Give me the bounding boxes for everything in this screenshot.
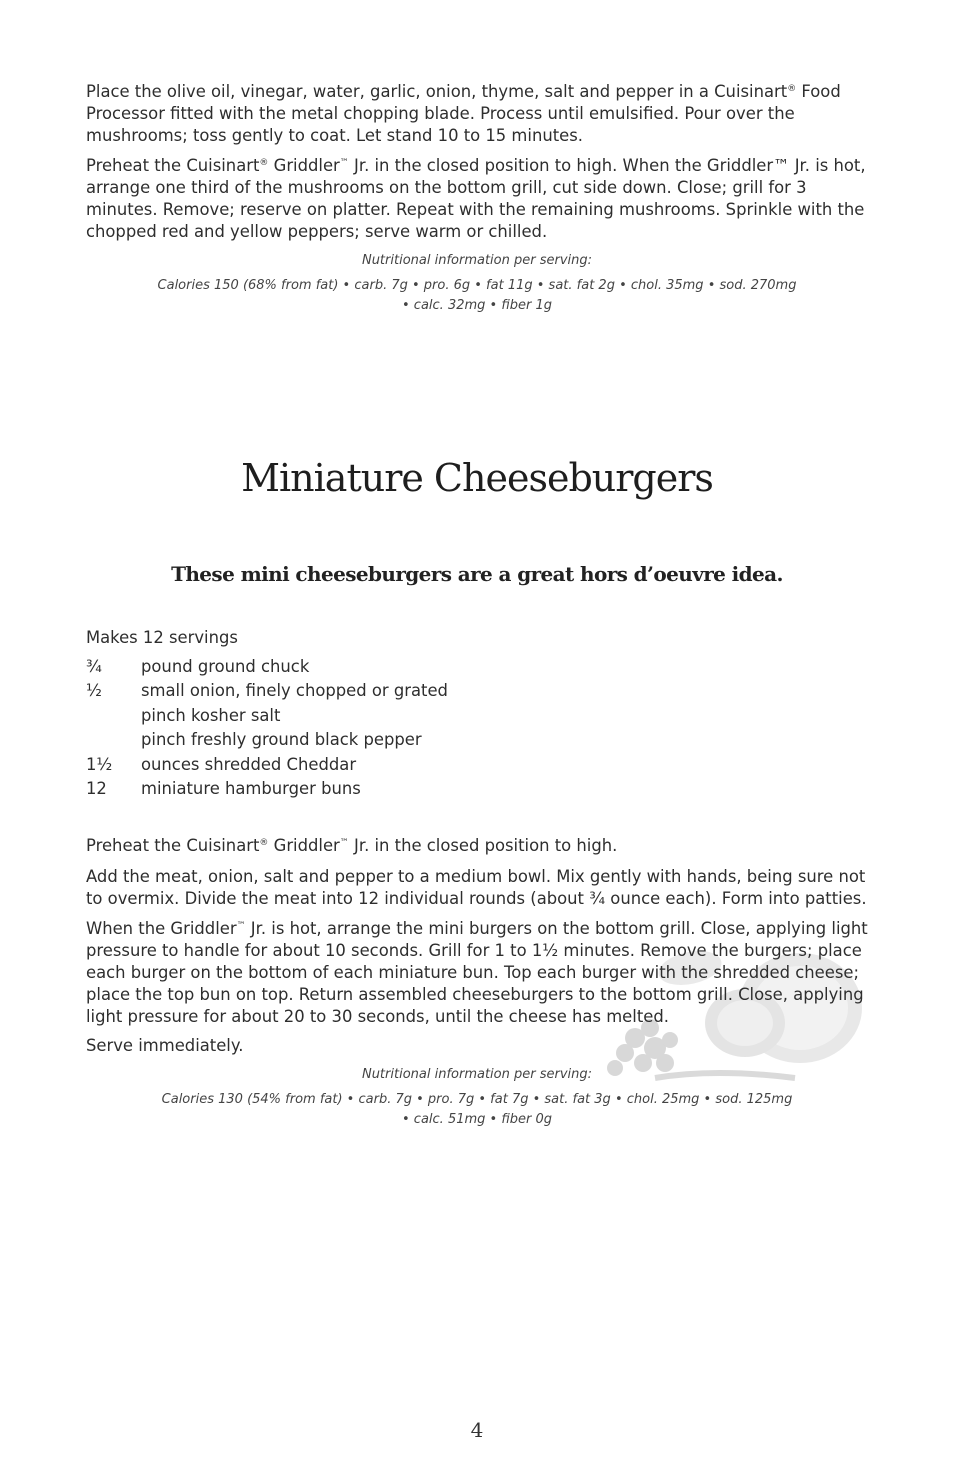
instruction-paragraph: Place the olive oil, vinegar, water, garlic, onion, thyme, salt and pepper in a Cuisinart® Food Processor fitted with the metal chopping blade. Process until emulsified. Pour over the mushrooms; toss gently to coat. Let stand 10 to 15 minutes.: [86, 82, 841, 145]
instruction-paragraph: Preheat the Cuisinart® Griddler™ Jr. in the closed position to high.: [86, 836, 618, 855]
trademark-mark: ™: [339, 838, 349, 848]
ingredient-list: [86, 655, 786, 801]
ingredient-quantity: [86, 728, 141, 752]
ingredient-item: pound ground chuck: [141, 657, 310, 676]
ingredient-row: [86, 753, 786, 777]
ingredient-row: [86, 777, 786, 801]
instruction-paragraph: Add the meat, onion, salt and pepper to a medium bowl. Mix gently with hands, being sure not to overmix. Divide the meat into 12 individual rounds (about ¾ ounce each). Form into patties.: [86, 867, 867, 908]
page-number: 4: [470, 1418, 484, 1442]
ingredient-item: pinch freshly ground black pepper: [141, 730, 422, 750]
ingredient-quantity: ¾: [86, 657, 102, 676]
ingredient-row: [86, 679, 786, 703]
ingredient-item: pinch kosher salt: [141, 705, 281, 725]
ingredient-row: [86, 704, 786, 728]
instruction-paragraph: Preheat the Cuisinart® Griddler™ Jr. in the closed position to high. When the Griddler™ Jr. is hot, arrange one third of the mushrooms on the bottom grill, cut side down. Close; grill for 3 minutes. Remove; reserve on platter. Repeat with the remaining mushrooms. Sprinkle with the chopped red and yellow peppers; serve warm or chilled.: [86, 156, 866, 241]
nutrition-values: Calories 130 (54% from fat) • carb. 7g • pro. 7g • fat 7g • sat. fat 3g • chol. 25mg • sod. 125mg • calc. 51mg • fiber 0g: [161, 1092, 793, 1127]
nutrition-values: Calories 150 (68% from fat) • carb. 7g • pro. 6g • fat 11g • sat. fat 2g • chol. 35mg • sod. 270mg • calc. 32mg • fiber 1g: [157, 278, 797, 313]
trademark-mark: ™: [236, 921, 246, 931]
recipe-subtitle: These mini cheeseburgers are a great hors d’oeuvre idea.: [171, 562, 783, 586]
ingredient-quantity: ½: [86, 681, 102, 701]
trademark-mark: ™: [339, 158, 349, 168]
ingredient-item: miniature hamburger buns: [141, 778, 361, 798]
ingredient-quantity: [86, 704, 141, 728]
ingredient-row: [86, 655, 786, 679]
recipe-yield: Makes 12 servings: [86, 628, 238, 647]
instruction-paragraph: When the Griddler™ Jr. is hot, arrange the mini burgers on the bottom grill. Close, applying light pressure to handle for about 10 seconds. Grill for 1 to 1½ minutes. Remove the burgers; place each burger on the bottom of each miniature bun. Top each burger with the shredded cheese; place the top bun on top. Return assembled cheeseburgers to the bottom grill. Close, applying light pressure for about 20 to 30 seconds, until the cheese has melted.: [86, 919, 868, 1026]
ingredient-quantity: 12: [86, 778, 107, 798]
ingredient-quantity: 1½: [86, 754, 113, 774]
registered-mark: ®: [259, 838, 269, 848]
ingredient-item: small onion, finely chopped or grated: [141, 681, 448, 701]
instruction-paragraph: Serve immediately.: [86, 1036, 244, 1055]
registered-mark: ®: [259, 158, 269, 168]
recipe-title: Miniature Cheeseburgers: [241, 456, 713, 500]
registered-mark: ®: [787, 84, 797, 94]
ingredient-row: [86, 728, 786, 752]
ingredient-item: ounces shredded Cheddar: [141, 754, 357, 774]
nutrition-heading: Nutritional information per serving:: [361, 1067, 593, 1082]
nutrition-heading: Nutritional information per serving:: [361, 253, 593, 268]
